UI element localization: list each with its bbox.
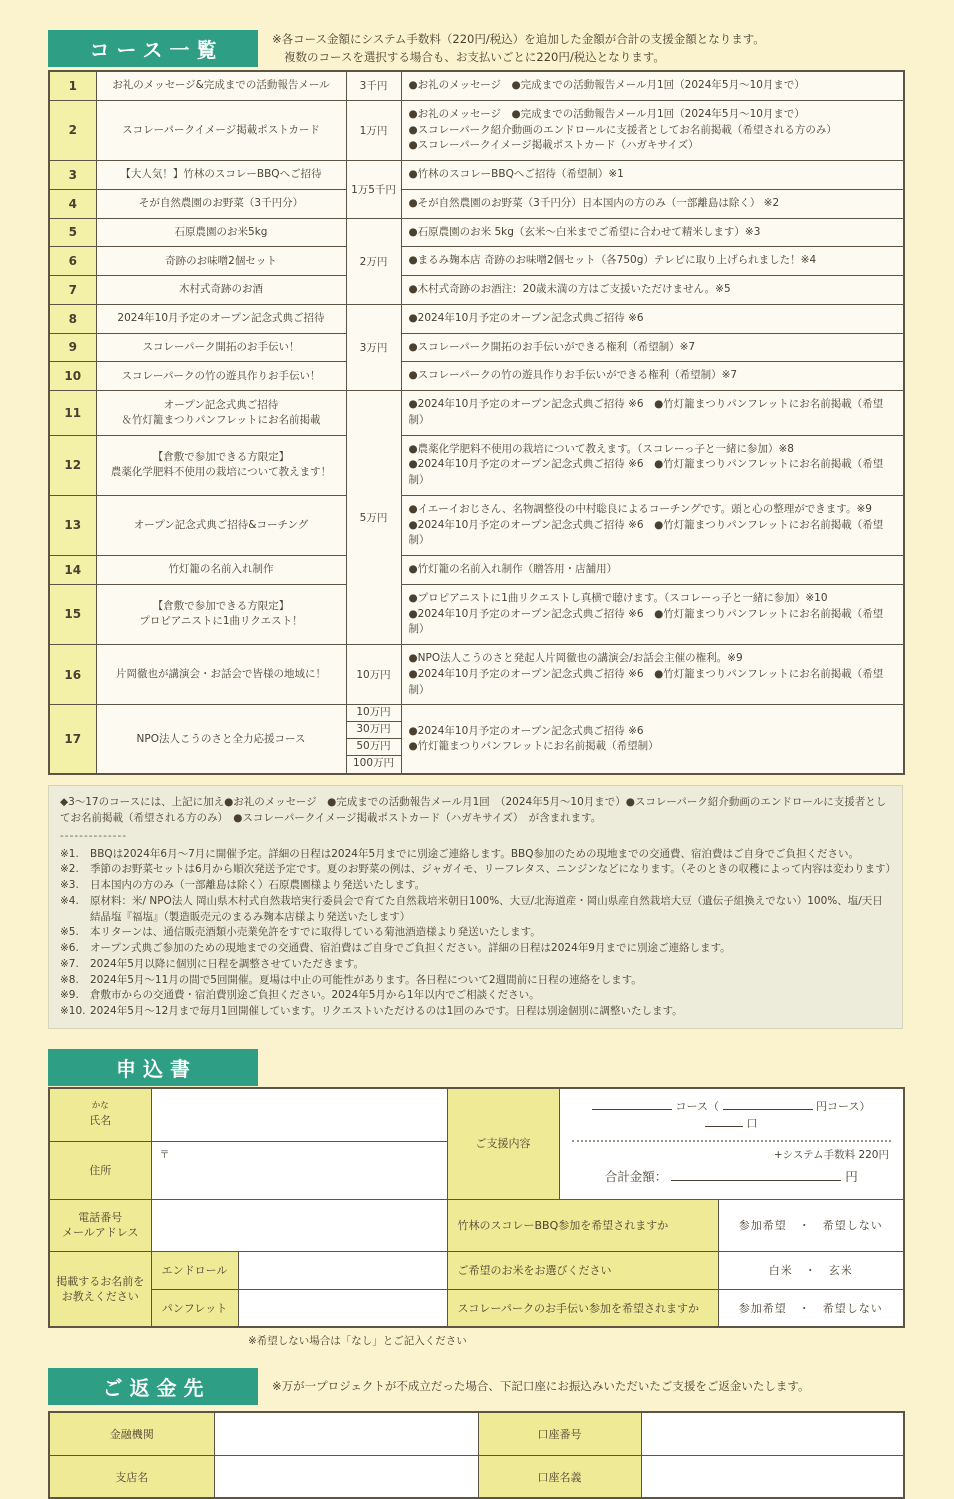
footnote-text: 本リターンは、通信販売酒類小売業免許をすでに取得している菊池酒造様より発送いたします。 (90, 926, 541, 939)
course-title: お礼のメッセージ&完成までの活動報告メール (96, 71, 346, 100)
course-row-10 (49, 362, 904, 391)
branch-field[interactable] (214, 1455, 478, 1498)
course-row-9 (49, 333, 904, 362)
system-fee-note: +システム手数料 220円 (773, 1148, 889, 1161)
course-title: オープン記念式典ご招待 ＆竹灯籠まつりパンフレットにお名前掲載 (96, 391, 346, 436)
branch-label: 支店名 (49, 1455, 214, 1498)
phone-email-field[interactable] (151, 1199, 447, 1251)
footnote-text: 日本国内の方のみ（一部離島は除く）石原農園様より発送いたします。 (90, 879, 426, 891)
endroll-label: エンドロール (151, 1251, 238, 1289)
notes-divider: -------------- (60, 829, 128, 842)
course-row-5 (49, 218, 904, 247)
footnote-label: ※7. (60, 957, 79, 970)
course-title: 木村式奇跡のお酒 (96, 276, 346, 305)
course-number: 15 (49, 584, 96, 644)
course-price-option: 50万円 (347, 739, 401, 756)
course-row-2 (49, 100, 904, 160)
course-price: 2万円 (346, 218, 401, 304)
footnote (60, 925, 891, 941)
course-detail: ●お礼のメッセージ ●完成までの活動報告メール月1回（2024年5月～10月まで） (401, 71, 904, 100)
course-title: NPO法人こうのさと全力応援コース (96, 705, 346, 775)
course-detail: ●農薬化学肥料不使用の栽培について教えます。（スコレーっ子と一緒に参加）※8 ●2024年10月予定のオープン記念式典ご招待 ※6 ●竹灯籠まつりパンフレットにお名前掲載（希望制） (401, 435, 904, 495)
pamphlet-label: パンフレット (151, 1289, 238, 1327)
bbq-question: 竹林のスコレーBBQ参加を希望されますか (447, 1199, 718, 1251)
course-price-option: 10万円 (347, 705, 401, 722)
course-number: 3 (49, 161, 96, 190)
course-detail: ●2024年10月予定のオープン記念式典ご招待 ※6 (401, 304, 904, 333)
footnote (60, 862, 897, 878)
support-content (559, 1088, 904, 1200)
course-detail: ●まるみ麹本店 奇跡のお味噌2個セット（各750g）テレビに取り上げられました！※4 (401, 247, 904, 276)
course-row-8 (49, 304, 904, 333)
course-detail: ●竹灯籠の名前入れ制作（贈答用・店舗用） (401, 556, 904, 585)
footnote-label: ※9. (60, 989, 79, 1002)
course-row-7 (49, 276, 904, 305)
course-detail: ●プロピアニストに1曲リクエストし真横で聴けます。（スコレーっ子と一緒に参加）※10 ●2024年10月予定のオープン記念式典ご招待 ※6 ●竹灯籠まつりパンフレットにお名前掲載（希望制） (401, 584, 904, 644)
footnote-text: 2024年5月～11月の間で5回開催。夏場は中止の可能性があります。各日程について2週間前に日程の連絡をします。 (90, 973, 642, 986)
footnote-label: ※4. (60, 894, 79, 907)
course-row-6 (49, 247, 904, 276)
account-number-field[interactable] (641, 1412, 904, 1455)
course-number: 13 (49, 495, 96, 555)
footnote-text: 原材料：米/ NPO法人 岡山県木村式自然栽培実行委員会で育てた自然栽培米朝日100%、大豆/北海道産・岡山県産自然栽培大豆（遺伝子組換えでない）100%、塩/天日結晶塩『福塩』（製造販売元のまるみ麹本店様より発送いたします） (90, 894, 883, 923)
footnote-text: 季節のお野菜セットは6月から順次発送予定です。夏のお野菜の例は、ジャガイモ、リーフレタス、ニンジンなどになります。（そのときの収穫によって内容は変わります） (90, 863, 897, 876)
course-number: 2 (49, 100, 96, 160)
course-notes-panel (48, 785, 903, 1029)
course-title: そが自然農園のお野菜（3千円分） (96, 189, 346, 218)
course-number: 5 (49, 218, 96, 247)
course-price-option: 100万円 (352, 757, 395, 770)
support-label: ご支援内容 (447, 1088, 559, 1200)
course-detail: ●スコレーパーク開拓のお手伝いができる権利（希望制）※7 (401, 333, 904, 362)
pamphlet-field[interactable] (238, 1289, 447, 1327)
course-title: 石原農園のお米5kg (96, 218, 346, 247)
course-price-option: 30万円 (347, 722, 401, 739)
course-detail: ●木村式奇跡のお酒注：20歳未満の方はご支援いただけません。※5 (401, 276, 904, 305)
application-section (48, 1049, 906, 1349)
footnote (60, 988, 891, 1004)
course-detail: ●竹林のスコレーBBQへご招待（希望制）※1 (401, 161, 904, 190)
refund-section (48, 1368, 906, 1499)
course-row-16 (49, 645, 904, 705)
course-row-14 (49, 556, 904, 585)
course-row-11 (49, 391, 904, 436)
course-number: 6 (49, 247, 96, 276)
course-title: スコレーパークイメージ掲載ポストカード (96, 100, 346, 160)
course-price: 1万5千円 (346, 161, 401, 219)
footnote (60, 957, 891, 973)
course-row-12 (49, 435, 904, 495)
footnote-text: 2024年5月～12月まで毎月1回開催しています。リクエストいただけるのは1回のみです。日程は別途個別に調整いたします。 (90, 1005, 683, 1017)
course-detail: ●スコレーパークの竹の遊具作りお手伝いができる権利（希望制）※7 (401, 362, 904, 391)
course-price: 1万円 (346, 100, 401, 160)
course-number: 4 (49, 189, 96, 218)
course-number: 8 (49, 304, 96, 333)
course-row-3 (49, 161, 904, 190)
course-number: 1 (49, 71, 96, 100)
course-detail: ●石原農園のお米 5kg（玄米～白米までご希望に合わせて精米します）※3 (401, 218, 904, 247)
rice-question: ご希望のお米をお選びください (447, 1251, 718, 1289)
name-field[interactable] (151, 1088, 447, 1141)
course-number: 14 (49, 556, 96, 585)
course-detail: ●お礼のメッセージ ●完成までの活動報告メール月1回（2024年5月～10月まで） ●スコレーパーク紹介動画のエンドロールに支援者としてお名前掲載（希望される方のみ） ●スコレーパークイメージ掲載ポストカード（ハガキサイズ） (401, 100, 904, 160)
help-question: スコレーパークのお手伝い参加を希望されますか (447, 1289, 718, 1327)
footnote-label: ※2. (60, 863, 79, 876)
footnote (60, 973, 891, 989)
application-note: ※希望しない場合は「なし」とご記入ください (248, 1335, 467, 1348)
bank-label: 金融機関 (49, 1412, 214, 1455)
help-answer-options[interactable]: 参加希望 ・ 希望しない (718, 1289, 904, 1327)
course-section-title: コース一覧 (48, 30, 258, 67)
course-section-header (48, 30, 906, 67)
course-fee-note (272, 31, 765, 67)
footnote-label: ※10. (60, 1005, 86, 1017)
footnote (60, 847, 891, 863)
course-title: 【倉敷で参加できる方限定】 プロピアニストに1曲リクエスト！ (96, 584, 346, 644)
footnote (60, 894, 891, 926)
course-number: 17 (49, 705, 96, 775)
course-row-17 (49, 705, 904, 775)
address-label: 住所 (49, 1141, 151, 1199)
course-price: 3千円 (346, 71, 401, 100)
course-number: 9 (49, 333, 96, 362)
footnote-label: ※6. (60, 942, 79, 954)
course-price-blank[interactable] (723, 1097, 813, 1110)
name-label: かな 氏名 (49, 1088, 151, 1141)
course-title: 竹灯籠の名前入れ制作 (96, 556, 346, 585)
footnote-label: ※8. (60, 973, 79, 986)
bank-field[interactable] (214, 1412, 478, 1455)
phone-email-label: 電話番号 メールアドレス (49, 1199, 151, 1251)
postal-mark: 〒 (159, 1149, 170, 1161)
course-price: 3万円 (346, 304, 401, 390)
footnote-text: 2024年5月以降に個別に日程を調整させていただきます。 (90, 957, 365, 970)
course-fee-note-line2: 複数のコースを選択する場合も、お支払いごとに220円/税込となります。 (284, 49, 665, 64)
course-number: 12 (49, 435, 96, 495)
course-row-15 (49, 584, 904, 644)
course-row-1 (49, 71, 904, 100)
course-number: 16 (49, 645, 96, 705)
course-detail: ●そが自然農園のお野菜（3千円分）日本国内の方のみ（一部離島は除く） ※2 (401, 189, 904, 218)
account-holder-field[interactable] (641, 1455, 904, 1498)
endroll-field[interactable] (238, 1251, 447, 1289)
name-kana-label: かな (91, 1101, 109, 1112)
bbq-answer-options[interactable]: 参加希望 ・ 希望しない (718, 1199, 904, 1251)
footnote (60, 1004, 891, 1020)
course-notes-intro: ◆3～17のコースには、上記に加え●お礼のメッセージ ●完成までの活動報告メール月1回 （2024年5月～10月まで）●スコレーパーク紹介動画のエンドロールに支援者としてお名前掲載（希望される方のみ） ●スコレーパークイメージ掲載ポストカード（ハガキサイズ） が含まれます。 (60, 796, 887, 824)
address-field[interactable] (151, 1141, 447, 1199)
refund-section-title: ご返金先 (48, 1368, 258, 1405)
account-holder-label: 口座名義 (478, 1455, 641, 1498)
course-fill-line: コース（ 円コース） 口 (572, 1097, 892, 1140)
course-title: スコレーパークの竹の遊具作りお手伝い！ (96, 362, 346, 391)
course-detail: ●2024年10月予定のオープン記念式典ご招待 ※6 ●竹灯籠まつりパンフレットにお名前掲載（希望制） (401, 391, 904, 436)
course-number-blank[interactable] (592, 1097, 672, 1110)
footnote (60, 878, 891, 894)
application-form-table (48, 1087, 905, 1329)
rice-answer-options[interactable]: 白米 ・ 玄米 (718, 1251, 904, 1289)
course-price-stack (346, 705, 401, 775)
publish-name-label: 掲載するお名前を お教えください (49, 1251, 151, 1327)
course-detail: ●2024年10月予定のオープン記念式典ご招待 ※6 ●竹灯籠まつりパンフレットにお名前掲載（希望制） (401, 705, 904, 775)
course-quantity-blank[interactable] (705, 1114, 743, 1127)
refund-note: ※万が一プロジェクトが不成立だった場合、下記口座にお振込みいただいたご支援をご返金いたします。 (272, 1378, 810, 1393)
total-amount-label: 合計金額： (604, 1168, 668, 1184)
course-table (48, 70, 905, 775)
course-fee-note-line1: ※各コース金額にシステム手数料（220円/税込）を追加した金額が合計の支援金額となります。 (272, 31, 765, 46)
footnote-label: ※1. (60, 847, 79, 860)
course-title: 片岡徹也が講演会・お話会で皆様の地域に！ (96, 645, 346, 705)
course-row-13 (49, 495, 904, 555)
course-row-4 (49, 189, 904, 218)
course-footnotes (60, 847, 897, 1020)
course-detail: ●イエーイおじさん、名物調整役の中村聡良によるコーチングです。頭と心の整理ができます。※9 ●2024年10月予定のオープン記念式典ご招待 ※6 ●竹灯籠まつりパンフレットにお名前掲載（希望制） (401, 495, 904, 555)
course-number: 10 (49, 362, 96, 391)
account-number-label: 口座番号 (478, 1412, 641, 1455)
footnote-text: 倉敷市からの交通費・宿泊費別途ご負担ください。2024年5月から1年以内でご相談ください。 (90, 989, 540, 1002)
footnote-label: ※5. (60, 926, 79, 939)
course-number: 7 (49, 276, 96, 305)
course-title: 奇跡のお味噌2個セット (96, 247, 346, 276)
course-number: 11 (49, 391, 96, 436)
footnote (60, 941, 891, 957)
course-title: スコレーパーク開拓のお手伝い！ (96, 333, 346, 362)
course-price: 5万円 (346, 391, 401, 645)
refund-table (48, 1411, 905, 1499)
application-section-title: 申込書 (48, 1049, 258, 1086)
course-title: 2024年10月予定のオープン記念式典ご招待 (96, 304, 346, 333)
course-title: 【倉敷で参加できる方限定】 農薬化学肥料不使用の栽培について教えます！ (96, 435, 346, 495)
footnote-text: オープン式典ご参加のための現地までの交通費、宿泊費はご自身でご負担ください。詳細の日程は2024年9月までに別途ご連絡します。 (90, 942, 731, 954)
course-title: オープン記念式典ご招待&コーチング (96, 495, 346, 555)
course-detail: ●NPO法人こうのさと発起人片岡徹也の講演会/お話会主催の権利。※9 ●2024年10月予定のオープン記念式典ご招待 ※6 ●竹灯籠まつりパンフレットにお名前掲載（希望制） (401, 645, 904, 705)
total-amount-blank[interactable] (671, 1168, 841, 1181)
footnote-label: ※3. (60, 879, 79, 891)
total-amount-line: 合計金額： 円 (604, 1168, 858, 1184)
course-price: 10万円 (346, 645, 401, 705)
course-title: 【大人気！】竹林のスコレーBBQへご招待 (96, 161, 346, 190)
footnote-text: BBQは2024年6月～7月に開催予定。詳細の日程は2024年5月までに別途ご連絡します。BBQ参加のための現地までの交通費、宿泊費はご自身でご負担ください。 (90, 847, 859, 860)
